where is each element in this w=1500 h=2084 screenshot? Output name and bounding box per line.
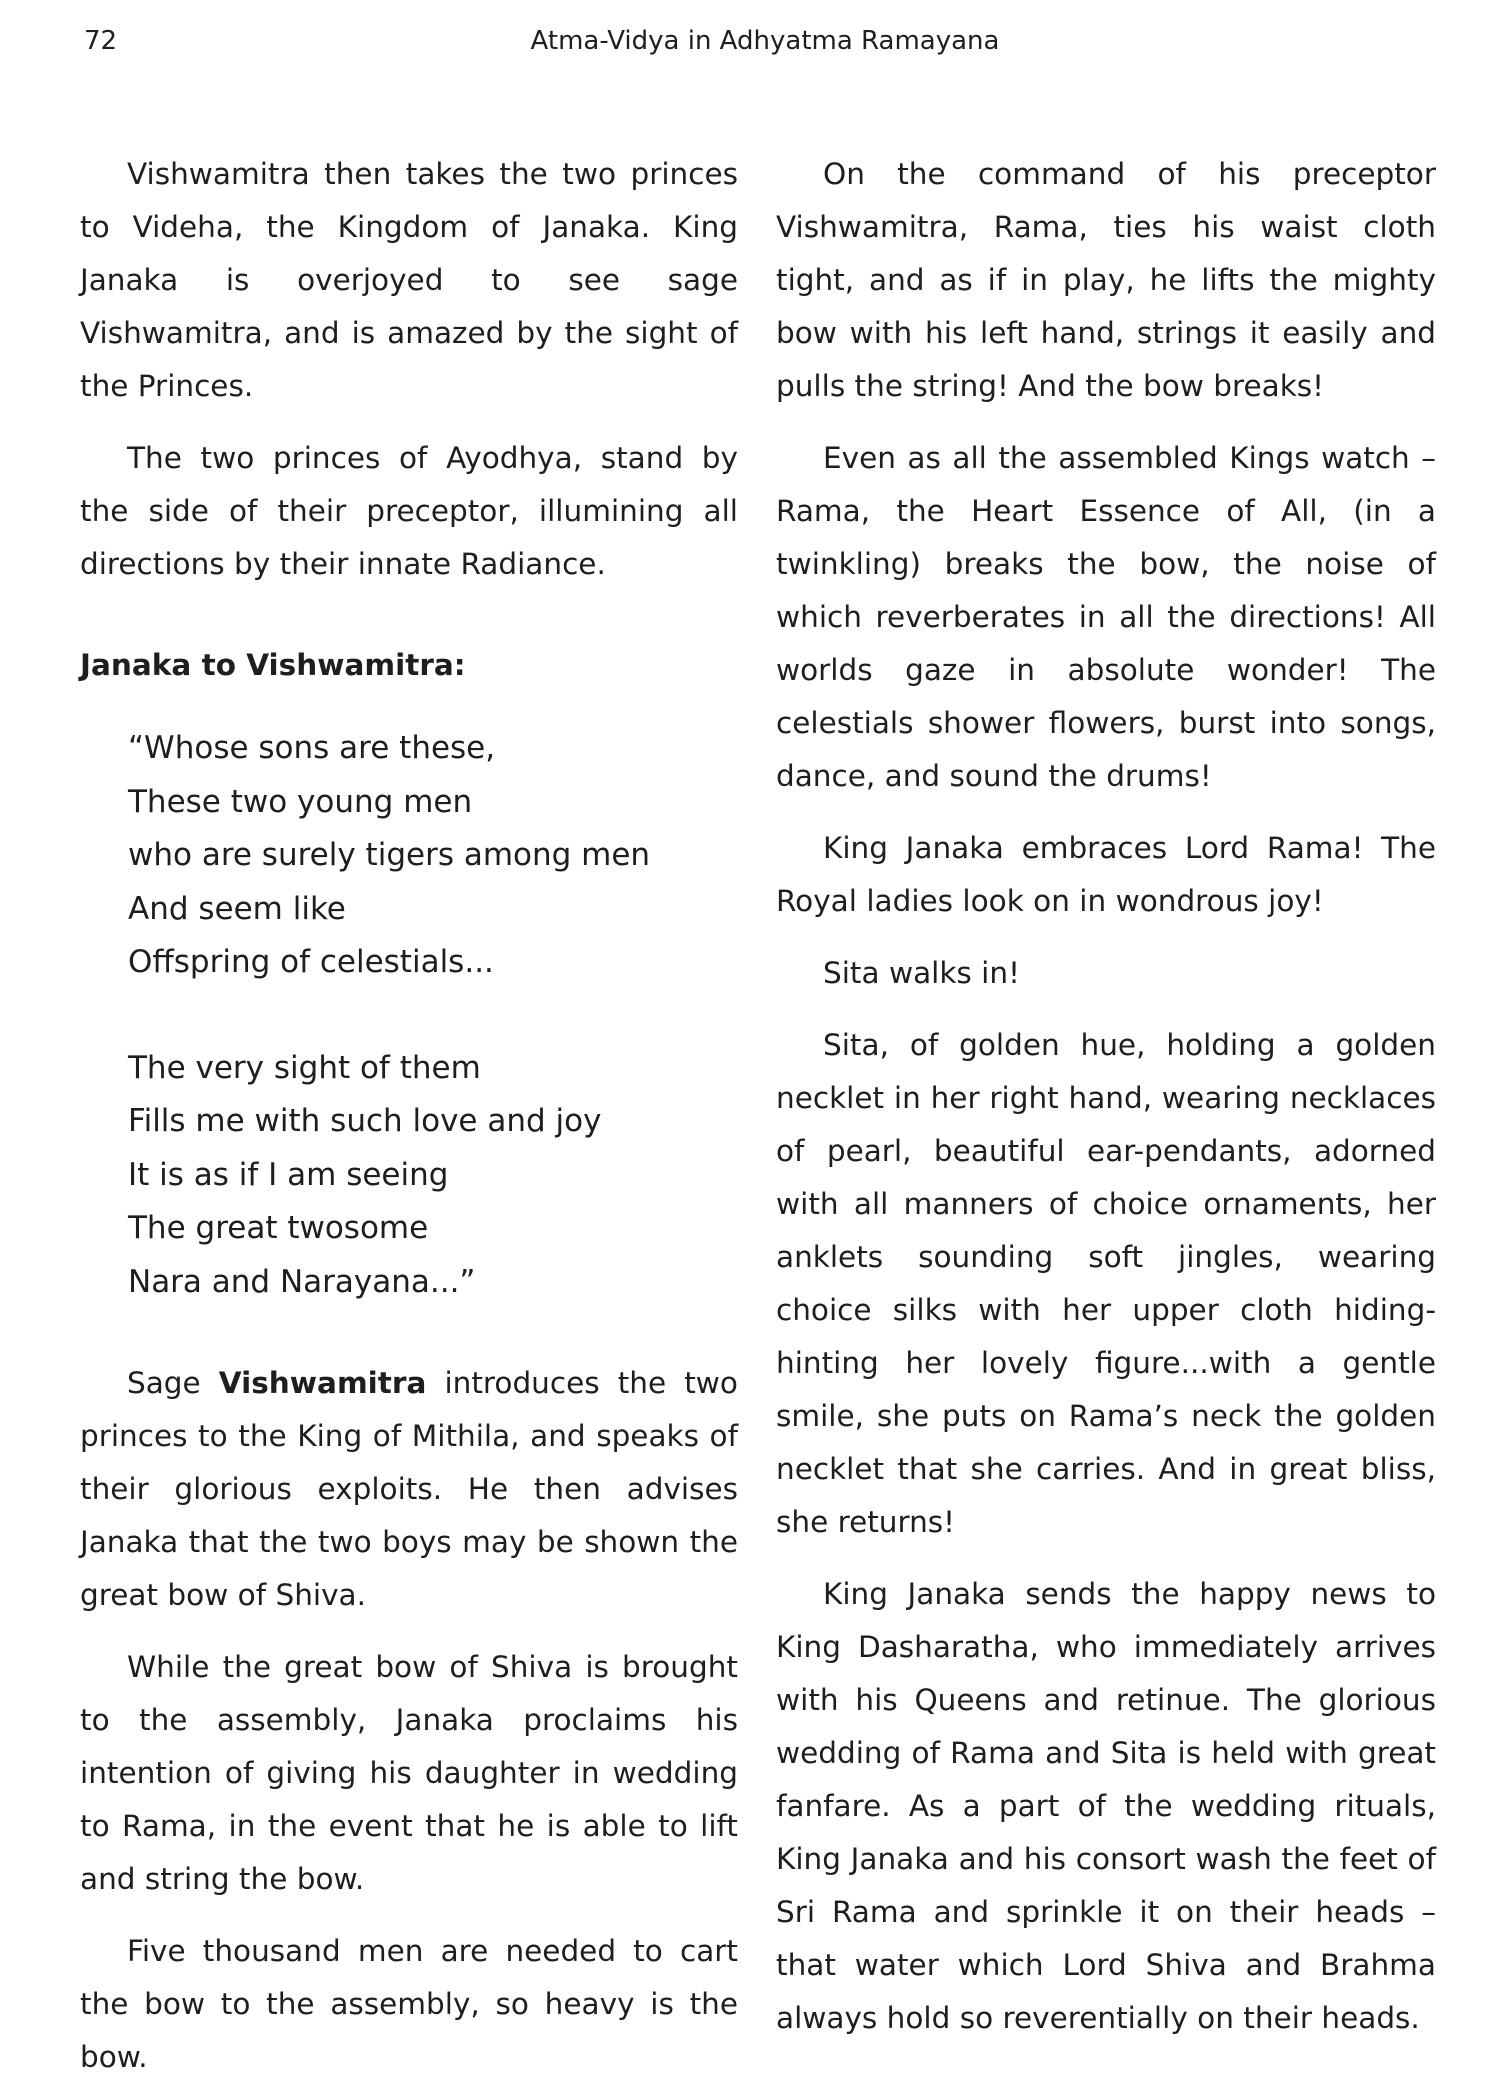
paragraph: King Janaka sends the happy news to King Dasharatha, who immediately arrives with his Queens and retinue. The glorious wedding of Rama and Sita is held with great fanfare. As a part of the wedding rituals, King Janaka and his consort wash the feet of Sri Rama and sprinkle it on their heads – that water which Lord Shiva and Brahma always hold so reverentially on their heads.: [776, 1577, 1436, 2035]
verse-line: “Whose sons are these,: [128, 730, 496, 766]
paragraph: Even as all the assembled Kings watch – Rama, the Heart Essence of All, (in a twinkling) breaks the bow, the noise of which reverberates in all the directions! All worlds gaze in absolute wonder! The celestials shower flowers, burst into songs, dance, and sound the drums!: [776, 441, 1436, 793]
page-number: 72: [84, 26, 118, 56]
paragraph-lead: Sage: [127, 1366, 201, 1400]
verse-line: The very sight of them: [128, 1049, 481, 1086]
paragraph: Sita walks in!: [823, 956, 1020, 990]
paragraph: While the great bow of Shiva is brought to the assembly, Janaka proclaims his intention of giving his daughter in wedding to Rama, in the event that he is able to lift and string the bow.: [80, 1650, 738, 1896]
verse-line: The great twosome: [128, 1210, 429, 1246]
running-title: Atma-Vidya in Adhyatma Ramayana: [530, 26, 1000, 56]
verse-line: Fills me with such love and joy: [128, 1103, 602, 1139]
right-column: [776, 148, 1436, 2045]
verse-line: These two young men: [128, 783, 473, 820]
paragraph: Vishwamitra then takes the two princes to Videha, the Kingdom of Janaka. King Janaka is overjoyed to see sage Vishwamitra, and is amazed by the sight of the Princes.: [80, 157, 738, 403]
verse-block: [80, 722, 738, 1309]
paragraph: Five thousand men are needed to cart the bow to the assembly, so heavy is the bow.: [80, 1934, 738, 2074]
paragraph: The two princes of Ayodhya, stand by the side of their preceptor, illumining all directions by their innate Radiance.: [80, 441, 738, 581]
verse-line: Nara and Narayana...”: [128, 1263, 476, 1300]
verse-spacer: [80, 1309, 738, 1357]
paragraph: [80, 1357, 738, 1622]
left-column: [80, 148, 738, 2084]
verse-line: who are surely tigers among men: [128, 837, 651, 873]
section-heading: Janaka to Vishwamitra:: [80, 648, 466, 682]
stanza-break: [128, 990, 738, 1042]
bold-name: Vishwamitra: [218, 1366, 427, 1400]
paragraph: On the command of his preceptor Vishwamitra, Rama, ties his waist cloth tight, and as if in play, he lifts the mighty bow with his left hand, strings it easily and pulls the string! And the bow breaks!: [776, 157, 1436, 403]
paragraph: Sita, of golden hue, holding a golden necklet in her right hand, wearing necklaces of pearl, beautiful ear-pendants, adorned with all manners of choice ornaments, her anklets sounding soft jingles, wearing choice silks with her upper cloth hiding-hinting her lovely figure...with a gentle smile, she puts on Rama’s neck the golden necklet that she carries. And in great bliss, she returns!: [776, 1028, 1436, 1539]
verse-line: It is as if I am seeing: [128, 1156, 449, 1193]
verse-line: Offspring of celestials...: [128, 944, 494, 980]
paragraph-text: introduces the two princes to the King of Mithila, and speaks of their glorious exploits. He then advises Janaka that the two boys may be shown the great bow of Shiva.: [80, 1366, 738, 1612]
paragraph: King Janaka embraces Lord Rama! The Royal ladies look on in wondrous joy!: [776, 831, 1436, 918]
verse-line: And seem like: [128, 890, 346, 927]
